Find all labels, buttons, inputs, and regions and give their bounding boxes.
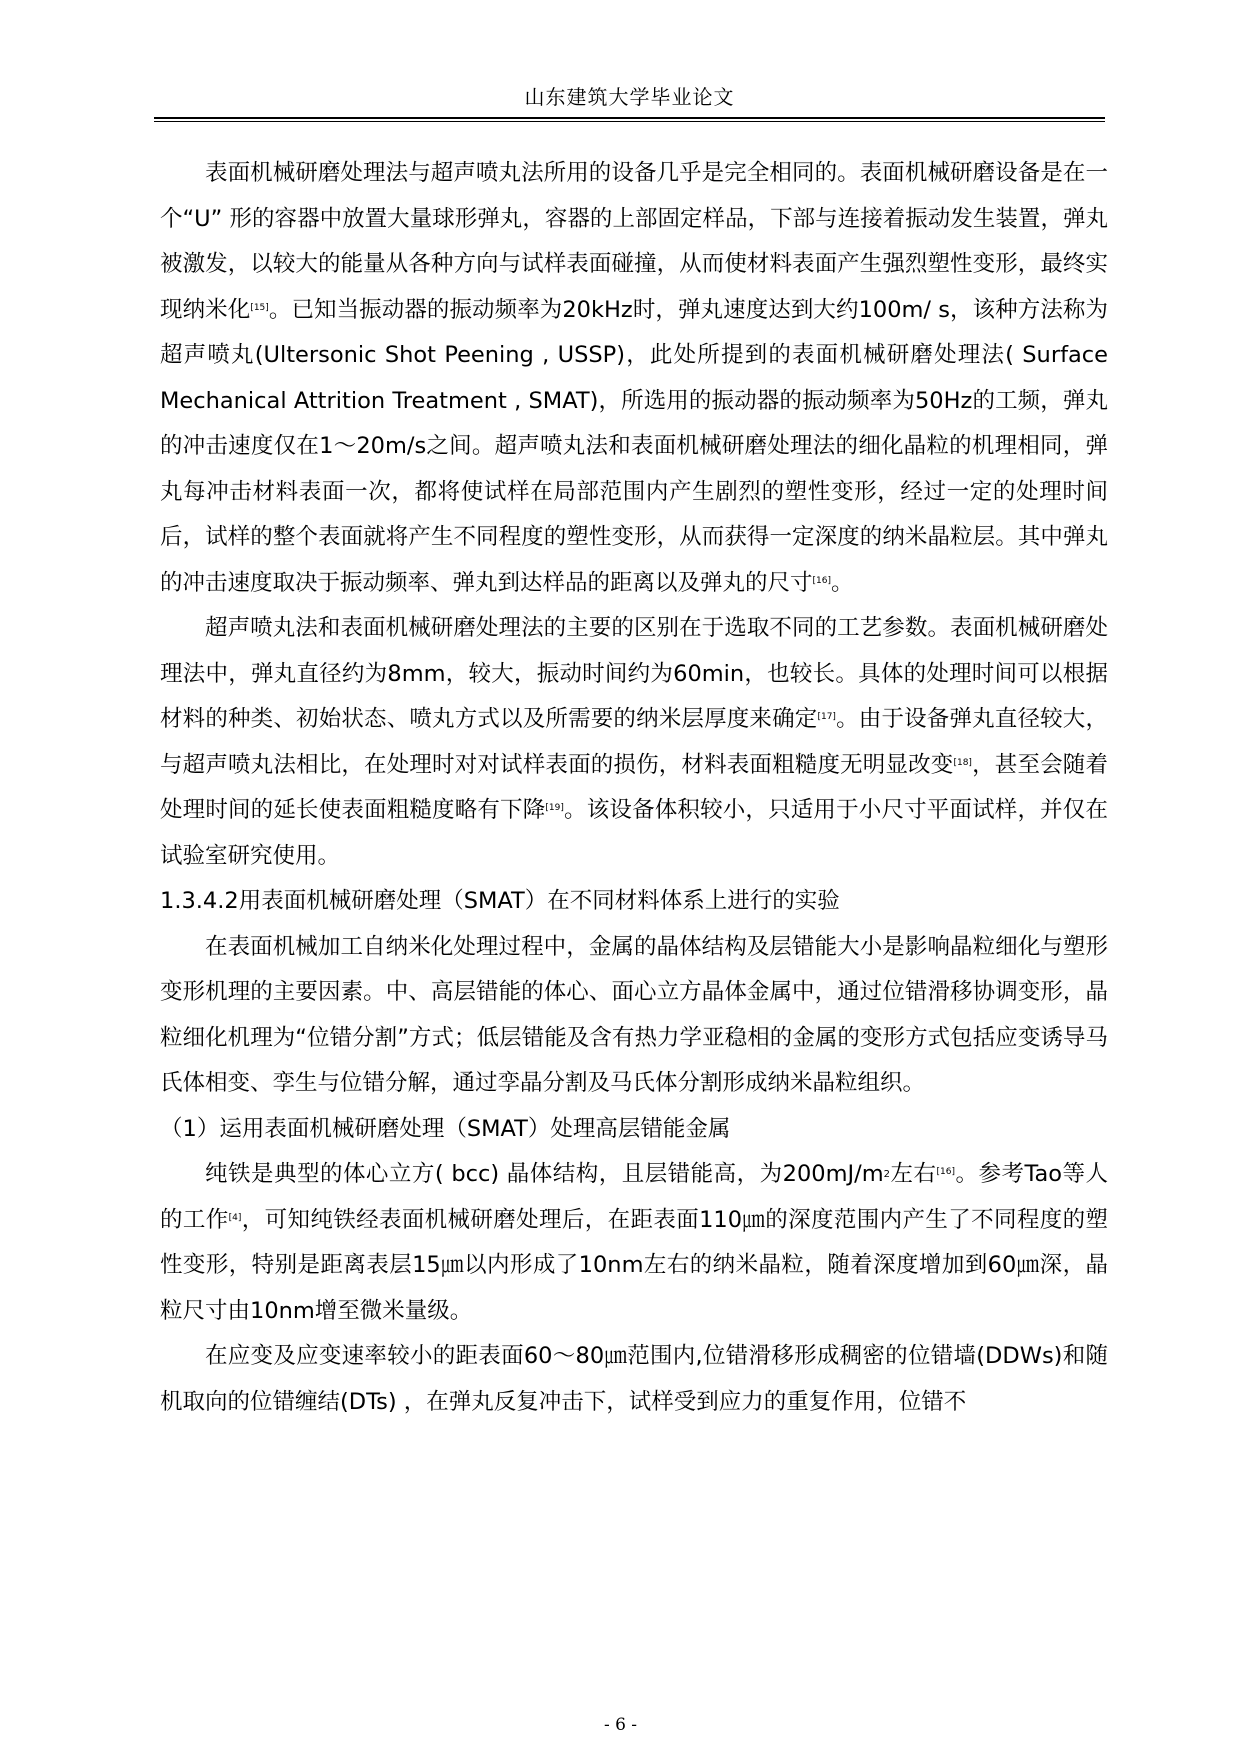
page-header-title: 山东建筑大学毕业论文 bbox=[524, 85, 735, 109]
paragraph-3: 在表面机械加工自纳米化处理过程中，金属的晶体结构及层错能大小是影响晶粒细化与塑形变形机理的主要因素。中、高层错能的体心、面心立方晶体金属中，通过位错滑移协调变形，晶粒细化机理为“位错分割”方式；低层错能及含有热力学亚稳相的金属的变形方式包括应变诱导马氏体相变、孪生与位错分解，通过孪晶分割及马氏体分割形成纳米晶粒组织。 bbox=[160, 933, 1108, 1096]
citation-18[interactable]: [18] bbox=[953, 757, 972, 768]
paragraph-1 bbox=[160, 151, 1108, 606]
header-divider bbox=[154, 117, 1105, 122]
paragraph-4 bbox=[160, 1152, 1108, 1334]
paragraph-2-text-end: 。该设备体积较小，只适用于小尺寸平面试样，并仅在试验室研究使用。 bbox=[160, 797, 1108, 869]
paragraph-4-text-unit-after: 左右 bbox=[890, 1161, 937, 1187]
paragraph-4-text-a: 纯铁是典型的体心立方( bcc) 晶体结构，且层错能高，为200mJ/m bbox=[205, 1161, 884, 1187]
citation-16[interactable]: [16] bbox=[812, 575, 831, 586]
paragraph-4-text-end: ，可知纯铁经表面机械研磨处理后，在距表面110㎛的深度范围内产生了不同程度的塑性变形，特别是距离表层15㎛以内形成了10nm左右的纳米晶粒，随着深度增加到60㎛深，晶粒尺寸由10nm增至微米量级。 bbox=[160, 1206, 1108, 1324]
unit-superscript: 2 bbox=[883, 1169, 891, 1180]
sub-heading: （1）运用表面机械研磨处理（SMAT）处理高层错能金属 bbox=[160, 1115, 731, 1142]
citation-16b[interactable]: [16] bbox=[936, 1167, 955, 1177]
paragraph-2 bbox=[160, 606, 1108, 879]
paragraph-2-text-c: ，甚至会随着处理时间的延长使表面粗糙度略有下降 bbox=[160, 751, 1108, 823]
paragraph-2-text-b: 。由于设备弹丸直径较大，与超声喷丸法相比，在处理时对对试样表面的损伤，材料表面粗糙度无明显改变 bbox=[160, 706, 1108, 778]
page-number: - 6 - bbox=[603, 1715, 638, 1735]
body-text bbox=[160, 151, 1108, 1425]
paragraph-5: 在应变及应变速率较小的距表面60～80㎛范围内,位错滑移形成稠密的位错墙(DDWs)和随机取向的位错缠结(DTs) ，在弹丸反复冲击下，试样受到应力的重复作用，位错不 bbox=[160, 1343, 1108, 1415]
citation-19[interactable]: [19] bbox=[545, 803, 564, 813]
paragraph-2-text-a: 超声喷丸法和表面机械研磨处理法的主要的区别在于选取不同的工艺参数。表面机械研磨处理法中，弹丸直径约为8mm，较大，振动时间约为60min，也较长。具体的处理时间可以根据材料的种类、初始状态、喷丸方式以及所需要的纳米层厚度来确定 bbox=[160, 615, 1108, 732]
citation-15[interactable]: [15] bbox=[250, 302, 269, 313]
paragraph-4-text-b: 。参考Tao等人的工作 bbox=[160, 1161, 1108, 1233]
paragraph-1-text-a: 表面机械研磨处理法与超声喷丸法所用的设备几乎是完全相同的。表面机械研磨设备是在一个“U” 形的容器中放置大量球形弹丸，容器的上部固定样品，下部与连接着振动发生装置，弹丸被激发，以较大的能量从各种方向与试样表面碰撞，从而使材料表面产生强烈塑性变形，最终实现纳米化 bbox=[160, 160, 1108, 323]
citation-17[interactable]: [17] bbox=[817, 712, 836, 722]
paragraph-1-text-b: 。已知当振动器的振动频率为20kHz时，弹丸速度达到大约100m/ s，该种方法称为超声喷丸(Ultersonic Shot Peening , USSP)，此处所提到的表面机械研磨处理法( Surface Mechanical Attrition Treatment , SMAT)，所选用的振动器的振动频率为50Hz的工频，弹丸的冲击速度仅在1～20m/s之间。超声喷丸法和表面机械研磨处理法的细化晶粒的机理相同，弹丸每冲击材料表面一次，都将使试样在局部范围内产生剧烈的塑性变形，经过一定的处理时间后，试样的整个表面就将产生不同程度的塑性变形，从而获得一定深度的纳米晶粒层。其中弹丸的冲击速度取决于振动频率、弹丸到达样品的距离以及弹丸的尺寸 bbox=[160, 296, 1108, 596]
citation-4[interactable]: [4] bbox=[228, 1212, 242, 1223]
paragraph-1-text-end: 。 bbox=[831, 569, 854, 596]
section-heading: 1.3.4.2用表面机械研磨处理（SMAT）在不同材料体系上进行的实验 bbox=[160, 888, 840, 914]
